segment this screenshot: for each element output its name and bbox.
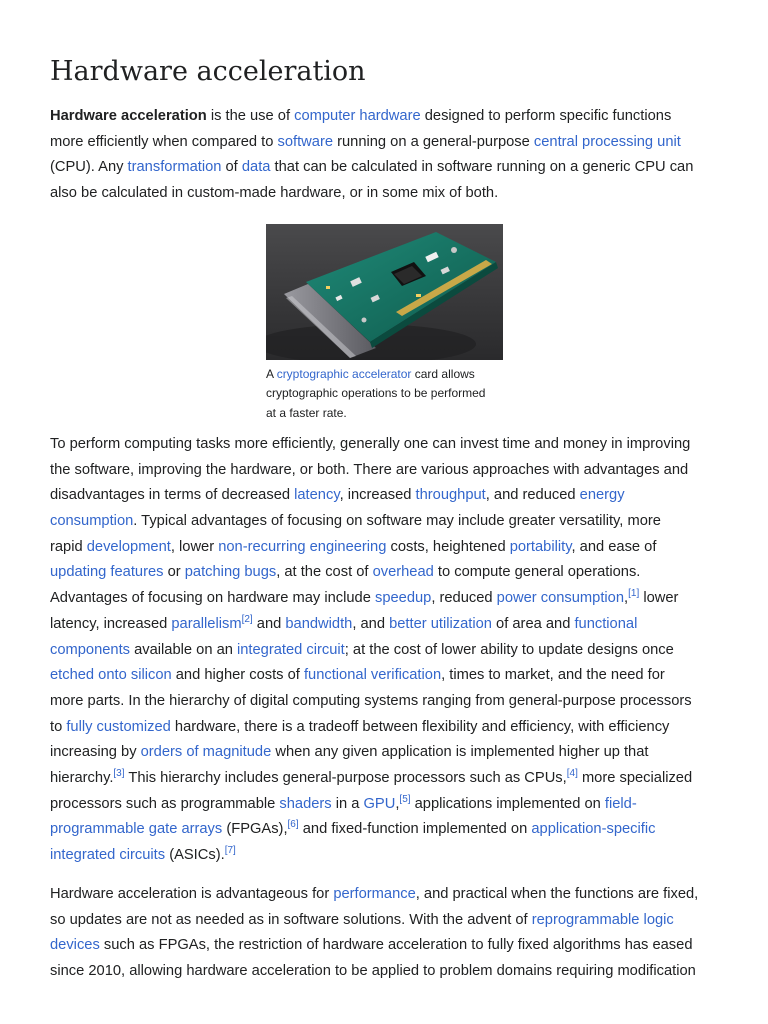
wiki-link[interactable]: patching bugs xyxy=(184,564,277,581)
text-run: ; at the cost of lower ability to update designs once xyxy=(344,641,674,658)
wiki-link[interactable]: integrated circuit xyxy=(237,641,345,658)
text-line xyxy=(50,458,724,484)
text-line xyxy=(50,715,724,741)
text-line xyxy=(50,483,724,509)
text-line xyxy=(50,612,724,638)
text-run: disadvantages in terms of decreased xyxy=(50,487,295,504)
text-run: , times to market, and the need for xyxy=(441,667,665,684)
text-run: or xyxy=(163,564,185,581)
text-line xyxy=(50,509,724,535)
text-run: A xyxy=(266,367,277,381)
citation-link[interactable]: [1] xyxy=(628,588,640,600)
text-line xyxy=(50,586,724,612)
citation-link[interactable]: [6] xyxy=(287,819,299,831)
text-run: , increased xyxy=(339,487,416,504)
text-run: and fixed-function implemented on xyxy=(298,821,532,838)
text-run: , and xyxy=(352,615,390,632)
text-line xyxy=(50,740,724,766)
text-line xyxy=(50,432,724,458)
wiki-link[interactable]: computer hardware xyxy=(294,108,421,124)
wiki-link[interactable]: overhead xyxy=(372,564,434,581)
wiki-link[interactable]: portability xyxy=(509,538,572,555)
text-run: is the use of xyxy=(206,108,295,124)
accelerator-card-image[interactable] xyxy=(266,224,503,360)
wiki-link[interactable]: functional verification xyxy=(303,667,442,684)
wiki-link[interactable]: integrated circuits xyxy=(50,847,166,863)
wiki-link[interactable]: development xyxy=(86,538,171,555)
text-run: card allows xyxy=(411,367,475,381)
wiki-link[interactable]: parallelism xyxy=(171,615,242,632)
text-run: when any given application is implemented higher up that xyxy=(271,744,649,761)
text-run: latency, increased xyxy=(50,615,172,632)
citation-link[interactable]: [3] xyxy=(113,768,125,780)
text-run: , lower xyxy=(170,538,219,555)
wiki-link[interactable]: reprogrammable logic xyxy=(531,911,674,928)
text-run: designed to perform specific functions xyxy=(420,108,672,124)
wiki-link[interactable]: application-specific xyxy=(531,821,656,838)
text-run: Advantages of focusing on hardware may include xyxy=(50,590,375,607)
page-title: Hardware acceleration xyxy=(50,56,366,87)
text-run: , and practical when the functions are fixed, xyxy=(415,886,699,902)
text-line xyxy=(50,560,724,586)
text-run: This hierarchy includes general-purpose processors such as CPUs, xyxy=(124,769,567,786)
figure-caption xyxy=(266,365,503,423)
wiki-link[interactable]: central processing unit xyxy=(533,133,681,150)
wiki-link[interactable]: updating features xyxy=(50,564,164,581)
text-line xyxy=(50,817,724,843)
text-run: running on a general-purpose xyxy=(333,133,534,150)
text-line xyxy=(50,535,724,561)
text-run: lower xyxy=(639,590,679,607)
text-run: applications implemented on xyxy=(410,795,605,812)
body-paragraph-1 xyxy=(50,432,724,869)
wiki-link[interactable]: better utilization xyxy=(389,615,492,632)
text-line xyxy=(50,882,724,908)
wiki-link[interactable]: orders of magnitude xyxy=(140,744,272,761)
figure xyxy=(266,224,503,423)
text-line xyxy=(50,181,724,207)
text-run: and xyxy=(252,615,286,632)
text-run: , at the cost of xyxy=(276,564,373,581)
wiki-link[interactable]: functional xyxy=(574,615,638,632)
text-run: (CPU). Any xyxy=(50,159,128,176)
text-line xyxy=(50,155,724,181)
text-line xyxy=(50,638,724,664)
wiki-link[interactable]: transformation xyxy=(127,159,222,176)
text-line xyxy=(50,908,724,934)
wiki-link[interactable]: programmable gate arrays xyxy=(50,821,223,838)
text-line xyxy=(266,384,503,403)
text-run: and higher costs of xyxy=(171,667,304,684)
text-line xyxy=(50,959,724,985)
text-run: so updates are not as needed as in software solutions. With the advent of xyxy=(50,911,532,928)
text-line xyxy=(50,843,724,869)
citation-link[interactable]: [7] xyxy=(224,845,236,857)
wiki-link[interactable]: bandwidth xyxy=(285,615,353,632)
wiki-link[interactable]: shaders xyxy=(279,795,332,812)
wiki-link[interactable]: energy xyxy=(579,487,625,504)
text-run: (ASICs). xyxy=(165,847,225,863)
text-run: available on an xyxy=(130,641,237,658)
text-run: since 2010, allowing hardware acceleration to be applied to problem domains requiring modification xyxy=(50,963,696,980)
bold-term: Hardware acceleration xyxy=(50,108,207,124)
text-run: hardware, there is a tradeoff between flexibility and efficiency, with efficiency xyxy=(170,718,670,735)
text-run: also be calculated in custom-made hardware, or in some mix of both. xyxy=(50,185,499,202)
wiki-link[interactable]: field- xyxy=(604,795,637,812)
text-run: that can be calculated in software running on a generic CPU can xyxy=(270,159,694,176)
wiki-link[interactable]: power consumption xyxy=(496,590,625,607)
wiki-link[interactable]: consumption xyxy=(50,513,134,530)
text-run: costs, heightened xyxy=(386,538,510,555)
text-line xyxy=(50,689,724,715)
wiki-link[interactable]: GPU xyxy=(363,795,396,812)
wiki-link[interactable]: devices xyxy=(50,937,100,954)
text-line xyxy=(50,766,724,792)
wiki-link[interactable]: non-recurring engineering xyxy=(218,538,387,555)
text-run: in a xyxy=(331,795,364,812)
wiki-link[interactable]: performance xyxy=(333,886,416,902)
text-run: of xyxy=(221,159,242,176)
text-line xyxy=(50,933,724,959)
wiki-link[interactable]: speedup xyxy=(374,590,432,607)
text-run: , and ease of xyxy=(571,538,657,555)
text-run: hierarchy. xyxy=(50,769,114,786)
wiki-link[interactable]: software xyxy=(277,133,334,150)
citation-link[interactable]: [4] xyxy=(566,768,578,780)
text-run: rapid xyxy=(50,538,87,555)
wiki-link[interactable]: latency xyxy=(294,487,340,504)
wiki-link[interactable]: components xyxy=(50,641,131,658)
text-run: such as FPGAs, the restriction of hardware acceleration to fully fixed algorithms has eased xyxy=(99,937,693,954)
text-run: (FPGAs), xyxy=(222,821,288,838)
text-run: Hardware acceleration is advantageous for xyxy=(50,886,334,902)
text-run: processors such as programmable xyxy=(50,795,280,812)
wiki-link[interactable]: etched onto silicon xyxy=(50,667,172,684)
text-run: more specialized xyxy=(577,769,693,786)
body-paragraph-2 xyxy=(50,882,724,985)
intro-paragraph xyxy=(50,104,724,207)
wiki-link[interactable]: cryptographic accelerator xyxy=(276,367,412,381)
text-run: , xyxy=(624,590,629,607)
text-run: To perform computing tasks more efficiently, generally one can invest time and money in improving xyxy=(50,436,691,452)
text-run: , and reduced xyxy=(485,487,580,504)
text-line xyxy=(266,365,503,384)
text-line xyxy=(50,792,724,818)
text-line xyxy=(50,104,724,130)
text-line xyxy=(50,130,724,156)
text-run: to compute general operations. xyxy=(433,564,641,581)
text-run: . Typical advantages of focusing on software may include greater versatility, more xyxy=(133,513,661,530)
text-run: of area and xyxy=(491,615,575,632)
text-run: , reduced xyxy=(431,590,497,607)
text-run: , xyxy=(395,795,400,812)
text-run: more parts. In the hierarchy of digital computing systems ranging from general-purpose processors xyxy=(50,692,692,709)
citation-link[interactable]: [5] xyxy=(399,793,411,805)
wiki-link[interactable]: data xyxy=(241,159,271,176)
wiki-link[interactable]: fully customized xyxy=(66,718,171,735)
text-line xyxy=(266,404,503,423)
text-run: more efficiently when compared to xyxy=(50,133,278,150)
text-run: cryptographic operations to be performed xyxy=(266,386,486,401)
text-run: increasing by xyxy=(50,744,141,761)
text-run: at a faster rate. xyxy=(266,405,347,420)
citation-link[interactable]: [2] xyxy=(241,613,253,625)
wiki-link[interactable]: throughput xyxy=(415,487,486,504)
text-run: the software, improving the hardware, or both. There are various approaches with advantages and xyxy=(50,461,689,478)
text-run: to xyxy=(50,718,67,735)
text-line xyxy=(50,663,724,689)
